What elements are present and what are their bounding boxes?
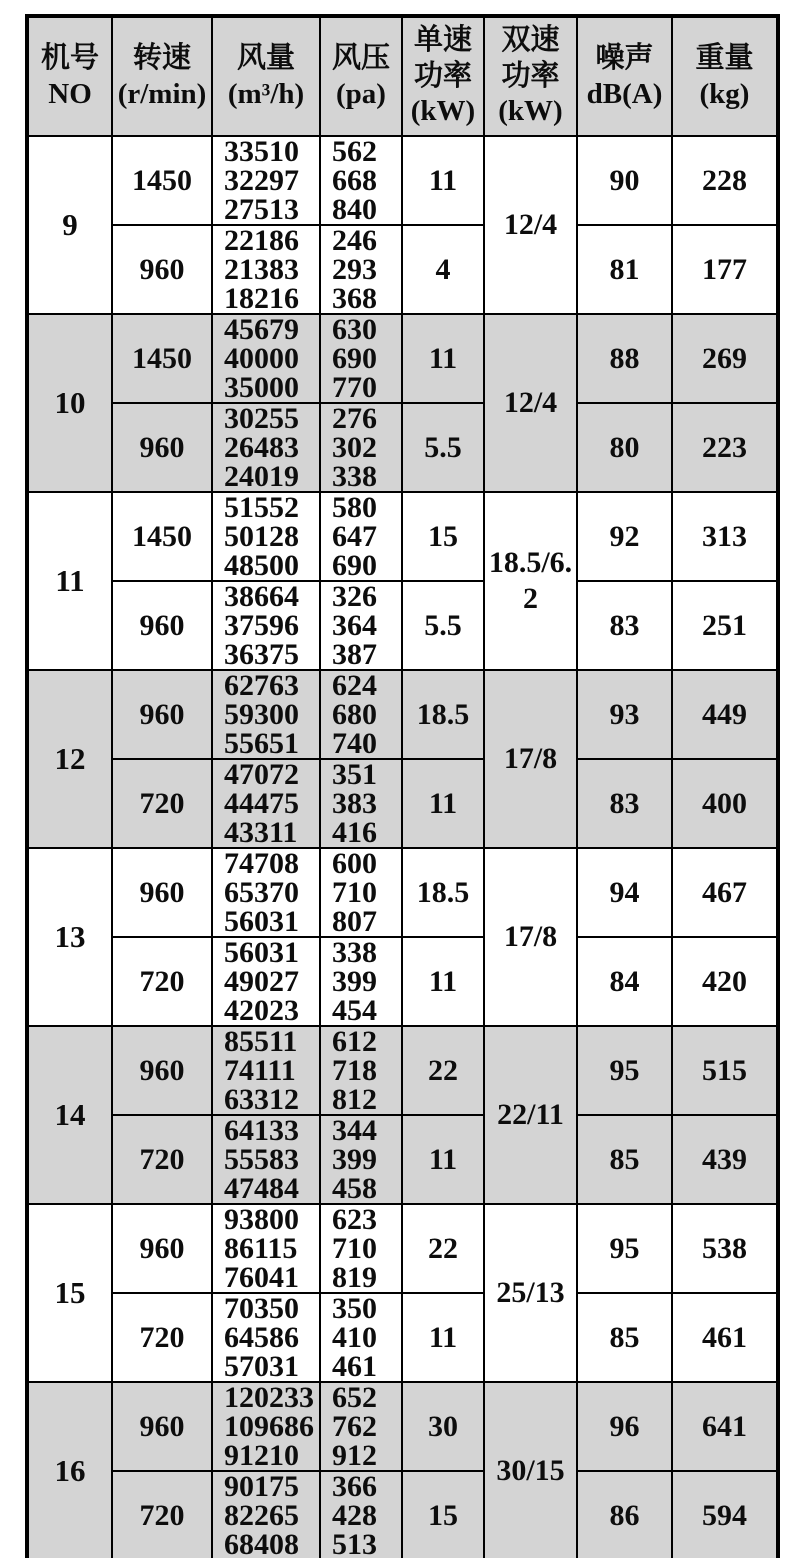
- value-line: 65370: [224, 876, 299, 909]
- cell-dual-speed-power: 18.5/6.2: [484, 492, 577, 670]
- cell-model-no: 15: [27, 1204, 112, 1382]
- value-line: 27513: [224, 193, 299, 225]
- value-line: 344: [332, 1115, 377, 1147]
- cell-single-speed-power: 15: [402, 492, 484, 581]
- value-line: 42023: [224, 994, 299, 1026]
- value-line: 807: [332, 905, 377, 937]
- cell-noise: 92: [577, 492, 672, 581]
- column-header-line: 转速: [132, 42, 191, 75]
- value-line: 22186: [224, 225, 299, 257]
- table-row-model-10-speed-960: [27, 403, 778, 492]
- column-header-line: (kW): [410, 95, 476, 128]
- cell-speed: 960: [112, 225, 212, 314]
- value-line: 740: [332, 727, 377, 759]
- value-line: 458: [332, 1172, 377, 1204]
- value-line: 819: [332, 1261, 377, 1293]
- value-line: 718: [332, 1054, 377, 1087]
- cell-pressure: [320, 314, 402, 403]
- value-line: 812: [332, 1083, 377, 1115]
- cell-airflow: [212, 1026, 320, 1115]
- cell-speed: 1450: [112, 136, 212, 225]
- value-line: 55583: [224, 1143, 299, 1176]
- column-header-weight: [672, 16, 778, 136]
- cell-noise: 90: [577, 136, 672, 225]
- value-line: 91210: [224, 1439, 299, 1471]
- value-line: 513: [332, 1528, 377, 1558]
- cell-single-speed-power: 15: [402, 1471, 484, 1558]
- value-line: 24019: [224, 460, 299, 492]
- cell-airflow: [212, 581, 320, 670]
- cell-weight: 313: [672, 492, 778, 581]
- value-line: 63312: [224, 1083, 299, 1115]
- cell-dual-speed-power: 30/15: [484, 1382, 577, 1558]
- value-line: 47484: [224, 1172, 299, 1204]
- cell-noise: 83: [577, 759, 672, 848]
- value-line: 364: [332, 609, 377, 642]
- column-header-line: (m³/h): [227, 77, 305, 110]
- cell-airflow: [212, 225, 320, 314]
- column-header-dual_power: [484, 16, 577, 136]
- cell-pressure: [320, 1293, 402, 1382]
- cell-single-speed-power: 22: [402, 1026, 484, 1115]
- cell-pressure: [320, 492, 402, 581]
- table-body: [27, 136, 778, 1558]
- value-line: 326: [332, 581, 377, 613]
- cell-speed: 960: [112, 581, 212, 670]
- value-line: 387: [332, 638, 377, 670]
- column-header-line: 风量: [236, 42, 295, 75]
- cell-single-speed-power: 11: [402, 1115, 484, 1204]
- value-line: 38664: [224, 581, 299, 613]
- cell-pressure: [320, 225, 402, 314]
- value-line: 680: [332, 698, 377, 731]
- value-line: 454: [332, 994, 377, 1026]
- cell-speed: 960: [112, 1204, 212, 1293]
- cell-airflow: [212, 759, 320, 848]
- cell-weight: 449: [672, 670, 778, 759]
- cell-speed: 960: [112, 670, 212, 759]
- cell-speed: 960: [112, 1026, 212, 1115]
- value-line: 64133: [224, 1115, 299, 1147]
- value-line: 44475: [224, 787, 299, 820]
- value-line: 50128: [224, 520, 299, 553]
- value-line: 630: [332, 314, 377, 346]
- cell-model-no: 11: [27, 492, 112, 670]
- table-row-model-15-speed-960: [27, 1204, 778, 1293]
- value-line: 690: [332, 342, 377, 375]
- cell-model-no: 9: [27, 136, 112, 314]
- table-row-model-13-speed-720: [27, 937, 778, 1026]
- cell-airflow: [212, 1293, 320, 1382]
- cell-single-speed-power: 11: [402, 759, 484, 848]
- cell-weight: 594: [672, 1471, 778, 1558]
- cell-pressure: [320, 1382, 402, 1471]
- table-row-model-10-speed-1450: [27, 314, 778, 403]
- value-line: 36375: [224, 638, 299, 670]
- column-header-line: 噪声: [595, 42, 654, 75]
- table-row-model-9-speed-960: [27, 225, 778, 314]
- value-line: 86115: [224, 1232, 298, 1265]
- value-line: 40000: [224, 342, 299, 375]
- cell-dual-speed-power: 12/4: [484, 314, 577, 492]
- cell-weight: 177: [672, 225, 778, 314]
- value-line: 368: [332, 282, 377, 314]
- value-line: 647: [332, 520, 377, 553]
- cell-model-no: 10: [27, 314, 112, 492]
- column-header-line: (kW): [498, 95, 563, 128]
- value-line: 43311: [224, 816, 298, 848]
- value-line: 912: [332, 1439, 377, 1471]
- cell-speed: 1450: [112, 314, 212, 403]
- value-line: 45679: [224, 314, 299, 346]
- value-line: 30255: [224, 403, 299, 435]
- cell-pressure: [320, 1204, 402, 1293]
- cell-weight: 400: [672, 759, 778, 848]
- value-line: 461: [332, 1350, 377, 1382]
- column-header-airflow: [212, 16, 320, 136]
- cell-dual-speed-power: 12/4: [484, 136, 577, 314]
- value-line: 399: [332, 1143, 377, 1176]
- value-line: 93800: [224, 1204, 299, 1236]
- column-header-no: [27, 16, 112, 136]
- cell-weight: 269: [672, 314, 778, 403]
- cell-noise: 81: [577, 225, 672, 314]
- cell-single-speed-power: 11: [402, 136, 484, 225]
- cell-dual-speed-power: 22/11: [484, 1026, 577, 1204]
- value-line: 246: [332, 225, 377, 257]
- column-header-line: NO: [48, 77, 92, 110]
- value-line: 57031: [224, 1350, 299, 1382]
- cell-noise: 85: [577, 1293, 672, 1382]
- column-header-line: 机号: [40, 42, 99, 75]
- cell-pressure: [320, 848, 402, 937]
- cell-single-speed-power: 11: [402, 1293, 484, 1382]
- cell-model-no: 12: [27, 670, 112, 848]
- column-header-line: 功率: [413, 59, 472, 92]
- value-line: 562: [332, 136, 377, 168]
- cell-single-speed-power: 18.5: [402, 848, 484, 937]
- cell-speed: 720: [112, 1471, 212, 1558]
- cell-weight: 439: [672, 1115, 778, 1204]
- value-line: 770: [332, 371, 377, 403]
- cell-model-no: 16: [27, 1382, 112, 1558]
- cell-noise: 95: [577, 1204, 672, 1293]
- table-row-model-11-speed-960: [27, 581, 778, 670]
- value-line: 612: [332, 1026, 377, 1058]
- cell-pressure: [320, 937, 402, 1026]
- cell-pressure: [320, 1471, 402, 1558]
- column-header-line: 功率: [501, 59, 560, 92]
- column-header-line: 重量: [695, 42, 754, 75]
- cell-single-speed-power: 5.5: [402, 581, 484, 670]
- cell-weight: 420: [672, 937, 778, 1026]
- value-line: 18216: [224, 282, 299, 314]
- cell-single-speed-power: 11: [402, 314, 484, 403]
- value-line: 49027: [224, 965, 299, 998]
- value-line: 338: [332, 460, 377, 492]
- value-line: 56031: [224, 937, 299, 969]
- cell-weight: 251: [672, 581, 778, 670]
- cell-dual-speed-power: 17/8: [484, 848, 577, 1026]
- cell-weight: 461: [672, 1293, 778, 1382]
- cell-speed: 720: [112, 1293, 212, 1382]
- cell-airflow: [212, 1471, 320, 1558]
- cell-speed: 720: [112, 937, 212, 1026]
- column-header-speed: [112, 16, 212, 136]
- value-line: 416: [332, 816, 377, 848]
- value-line: 710: [332, 876, 377, 909]
- table-row-model-13-speed-960: [27, 848, 778, 937]
- value-line: 383: [332, 787, 377, 820]
- cell-speed: 1450: [112, 492, 212, 581]
- cell-weight: 515: [672, 1026, 778, 1115]
- table-row-model-9-speed-1450: [27, 136, 778, 225]
- value-line: 64586: [224, 1321, 299, 1354]
- cell-airflow: [212, 1382, 320, 1471]
- cell-airflow: [212, 1115, 320, 1204]
- value-line: 59300: [224, 698, 299, 731]
- value-line: 338: [332, 937, 377, 969]
- cell-speed: 720: [112, 759, 212, 848]
- cell-pressure: [320, 1026, 402, 1115]
- cell-weight: 467: [672, 848, 778, 937]
- cell-airflow: [212, 403, 320, 492]
- value-line: 74708: [224, 848, 299, 880]
- cell-pressure: [320, 670, 402, 759]
- cell-single-speed-power: 22: [402, 1204, 484, 1293]
- table-row-model-14-speed-720: [27, 1115, 778, 1204]
- column-header-noise: [577, 16, 672, 136]
- cell-airflow: [212, 848, 320, 937]
- column-header-line: 双速: [501, 24, 560, 57]
- cell-model-no: 13: [27, 848, 112, 1026]
- cell-pressure: [320, 581, 402, 670]
- value-line: 109686: [224, 1410, 314, 1443]
- cell-noise: 83: [577, 581, 672, 670]
- cell-noise: 93: [577, 670, 672, 759]
- value-line: 37596: [224, 609, 299, 642]
- cell-single-speed-power: 4: [402, 225, 484, 314]
- cell-speed: 720: [112, 1115, 212, 1204]
- cell-noise: 88: [577, 314, 672, 403]
- value-line: 399: [332, 965, 377, 998]
- value-line: 668: [332, 164, 377, 197]
- cell-speed: 960: [112, 1382, 212, 1471]
- cell-noise: 84: [577, 937, 672, 1026]
- value-line: 74111: [224, 1054, 296, 1087]
- value-line: 428: [332, 1499, 377, 1532]
- value-line: 35000: [224, 371, 299, 403]
- cell-pressure: [320, 759, 402, 848]
- value-line: 624: [332, 670, 377, 702]
- value-line: 47072: [224, 759, 299, 791]
- value-line: 62763: [224, 670, 299, 702]
- value-line: 68408: [224, 1528, 299, 1558]
- cell-speed: 960: [112, 848, 212, 937]
- cell-weight: 228: [672, 136, 778, 225]
- table-row-model-16-speed-960: [27, 1382, 778, 1471]
- value-line: 690: [332, 549, 377, 581]
- value-line: 762: [332, 1410, 377, 1443]
- value-line: 302: [332, 431, 377, 464]
- cell-airflow: [212, 492, 320, 581]
- column-header-line: (r/min): [117, 77, 207, 110]
- value-line: 56031: [224, 905, 299, 937]
- value-line: 366: [332, 1471, 377, 1503]
- cell-pressure: [320, 1115, 402, 1204]
- cell-pressure: [320, 403, 402, 492]
- cell-noise: 80: [577, 403, 672, 492]
- value-line: 76041: [224, 1261, 299, 1293]
- cell-model-no: 14: [27, 1026, 112, 1204]
- column-header-single_power: [402, 16, 484, 136]
- table-header: [27, 16, 778, 136]
- column-header-line: dB(A): [586, 77, 663, 110]
- table-row-model-14-speed-960: [27, 1026, 778, 1115]
- cell-airflow: [212, 937, 320, 1026]
- table-row-model-16-speed-720: [27, 1471, 778, 1558]
- cell-dual-speed-power: 17/8: [484, 670, 577, 848]
- cell-noise: 85: [577, 1115, 672, 1204]
- value-line: 293: [332, 253, 377, 286]
- value-line: 55651: [224, 727, 299, 759]
- value-line: 600: [332, 848, 377, 880]
- value-line: 82265: [224, 1499, 299, 1532]
- table-row-model-12-speed-960: [27, 670, 778, 759]
- cell-single-speed-power: 11: [402, 937, 484, 1026]
- cell-single-speed-power: 30: [402, 1382, 484, 1471]
- value-line: 350: [332, 1293, 377, 1325]
- cell-weight: 641: [672, 1382, 778, 1471]
- cell-weight: 223: [672, 403, 778, 492]
- value-line: 120233: [224, 1382, 314, 1414]
- header-row: [27, 16, 778, 136]
- cell-airflow: [212, 1204, 320, 1293]
- value-line: 70350: [224, 1293, 299, 1325]
- value-line: 51552: [224, 492, 299, 524]
- cell-airflow: [212, 670, 320, 759]
- fan-specification-table: [25, 14, 780, 1558]
- cell-noise: 95: [577, 1026, 672, 1115]
- value-line: 276: [332, 403, 377, 435]
- table-row-model-15-speed-720: [27, 1293, 778, 1382]
- cell-noise: 96: [577, 1382, 672, 1471]
- column-header-line: (pa): [336, 77, 386, 110]
- column-header-line: 风压: [331, 42, 390, 75]
- cell-airflow: [212, 314, 320, 403]
- cell-single-speed-power: 18.5: [402, 670, 484, 759]
- cell-noise: 94: [577, 848, 672, 937]
- column-header-pressure: [320, 16, 402, 136]
- cell-weight: 538: [672, 1204, 778, 1293]
- column-header-line: 单速: [413, 24, 472, 57]
- cell-dual-speed-power: 25/13: [484, 1204, 577, 1382]
- cell-single-speed-power: 5.5: [402, 403, 484, 492]
- value-line: 351: [332, 759, 377, 791]
- value-line: 710: [332, 1232, 377, 1265]
- value-line: 840: [332, 193, 377, 225]
- value-line: 580: [332, 492, 377, 524]
- value-line: 652: [332, 1382, 377, 1414]
- value-line: 410: [332, 1321, 377, 1354]
- table-row-model-12-speed-720: [27, 759, 778, 848]
- cell-airflow: [212, 136, 320, 225]
- cell-noise: 86: [577, 1471, 672, 1558]
- value-line: 85511: [224, 1026, 298, 1058]
- column-header-line: (kg): [699, 77, 750, 110]
- cell-pressure: [320, 136, 402, 225]
- value-line: 48500: [224, 549, 299, 581]
- value-line: 623: [332, 1204, 377, 1236]
- value-line: 90175: [224, 1471, 299, 1503]
- value-line: 33510: [224, 136, 299, 168]
- table-row-model-11-speed-1450: [27, 492, 778, 581]
- value-line: 21383: [224, 253, 299, 286]
- cell-speed: 960: [112, 403, 212, 492]
- value-line: 32297: [224, 164, 299, 197]
- value-line: 26483: [224, 431, 299, 464]
